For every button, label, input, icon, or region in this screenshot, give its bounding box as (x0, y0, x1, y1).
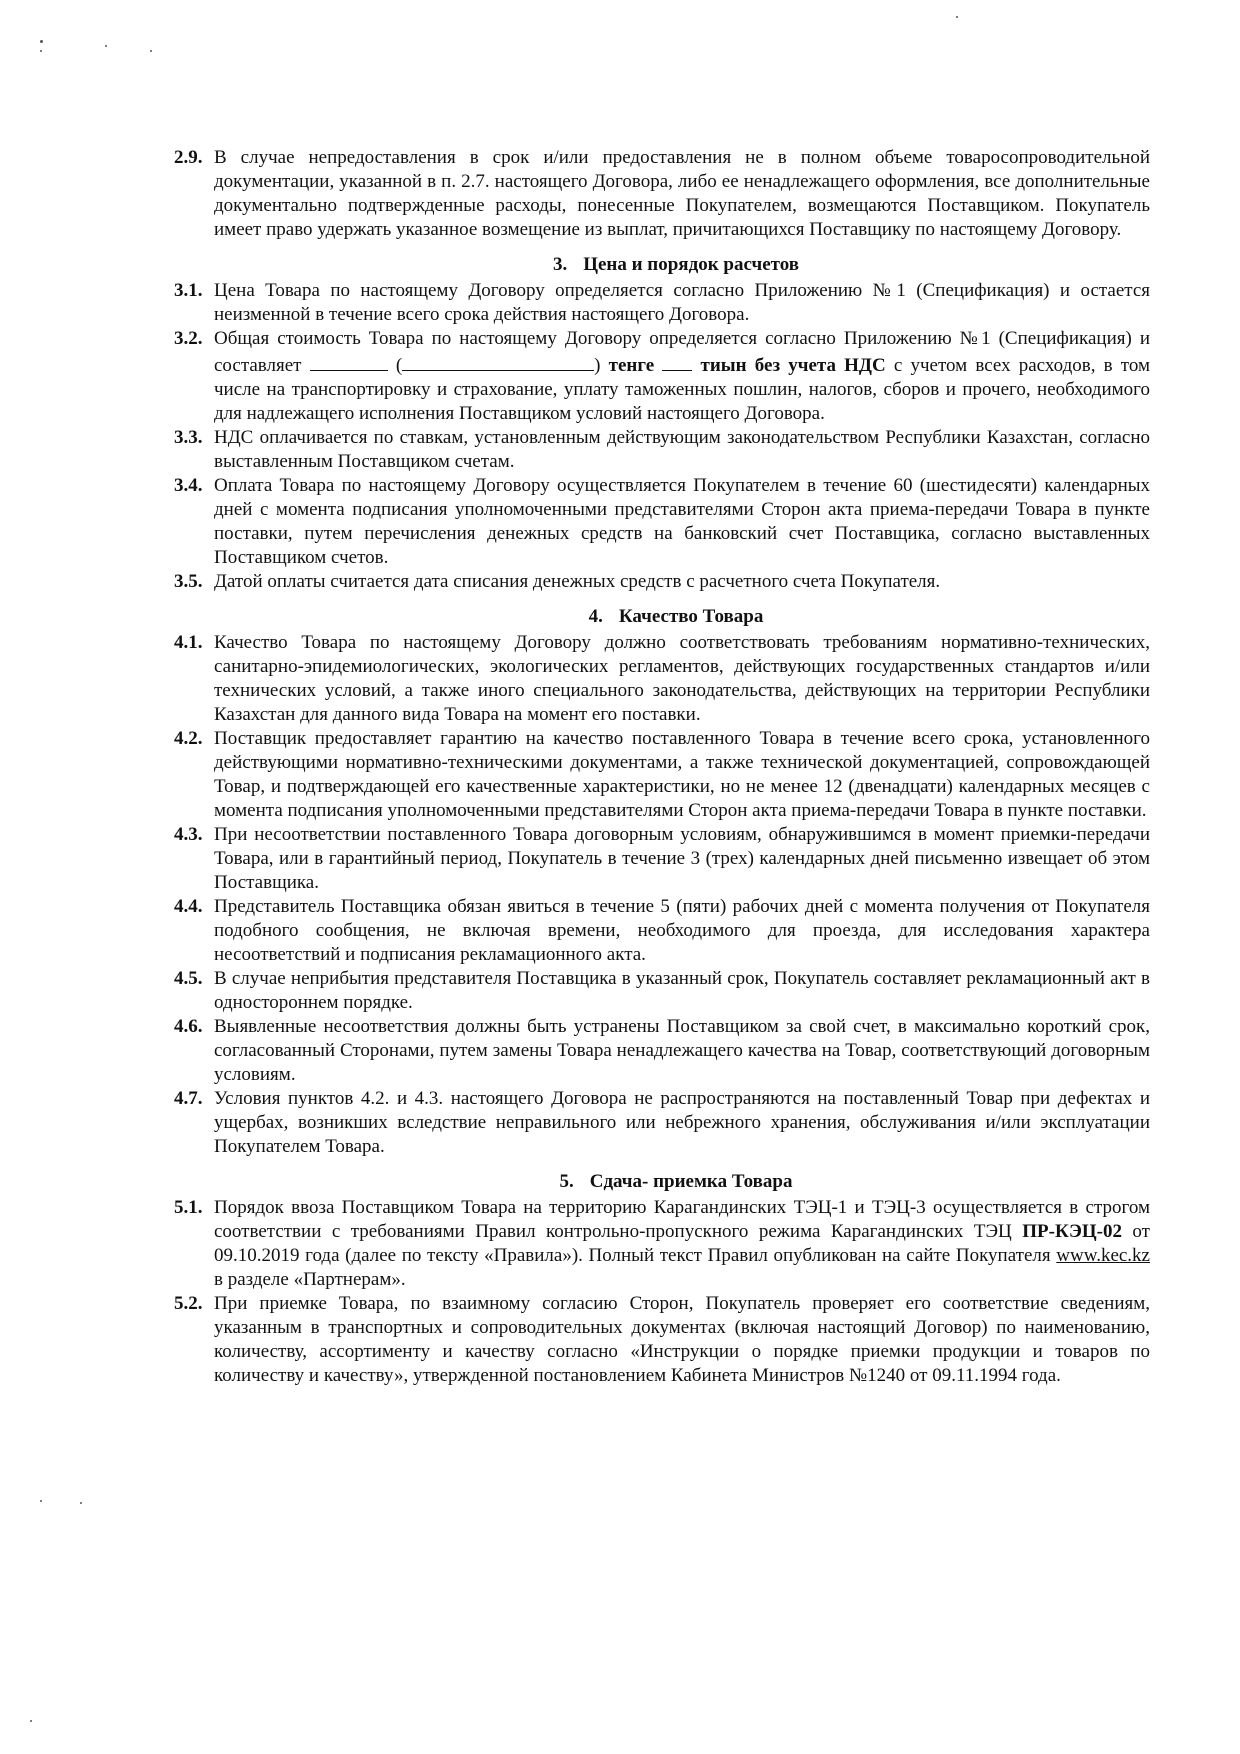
section-title: Качество Товара (618, 606, 764, 627)
clause-number: 4.6. (174, 1016, 203, 1037)
clause-text: Представитель Поставщика обязан явиться в течение 5 (пяти) рабочих дней с момента получения от Покупателя подобного сообщения, не включая времени, необходимого для проезда, для исследования характера несоответствий и подписания рекламационного акта. (214, 896, 1150, 965)
clause-text-part: в разделе «Партнерам». (214, 1269, 406, 1290)
clause-2-9 (174, 146, 1150, 242)
clause-text: НДС оплачивается по ставкам, установленным действующим законодательством Республики Казахстан, согласно выставленным Поставщиком счетам. (214, 427, 1150, 472)
scan-speck (30, 1720, 32, 1722)
clause-4-4 (174, 895, 1150, 967)
clause-text (214, 1196, 1150, 1292)
clause-number: 3.5. (174, 571, 203, 592)
clause-text: При приемке Товара, по взаимному согласию Сторон, Покупатель проверяет его соответствие сведениям, указанным в транспортных и сопроводительных документах (включая настоящий Договор) по наименованию, количеству, ассортименту и качеству согласно «Инструкции о порядке приемки продукции и товаров по количеству и качеству», утвержденной постановлением Кабинета Министров №1240 от 09.11.1994 года. (214, 1293, 1150, 1386)
section-title: Сдача- приемка Товара (589, 1171, 793, 1192)
section-heading-4 (174, 605, 1150, 629)
clause-number: 4.2. (174, 728, 203, 749)
section-heading-5 (174, 1170, 1150, 1194)
clause-number: 4.3. (174, 824, 203, 845)
section-title: Цена и порядок расчетов (583, 254, 800, 275)
clause-4-2 (174, 727, 1150, 823)
scan-speck (956, 16, 958, 18)
scan-speck (40, 50, 42, 52)
clause-number: 5.2. (174, 1293, 203, 1314)
clause-number: 5.1. (174, 1197, 203, 1218)
clause-3-5 (174, 570, 1150, 594)
clause-text: Качество Товара по настоящему Договору должно соответствовать требованиям нормативно-технических, санитарно-эпидемиологических, экологических регламентов, действующих государственных стандартов и/или технических условий, а также иного специального законодательства, действующих на территории Республики Казахстан для данного вида Товара на момент его поставки. (214, 632, 1150, 725)
section-heading-3 (174, 253, 1150, 277)
clause-text-part: от 09.10.2019 года (далее по тексту «Правила»). Полный текст Правил опубликован на сайте Покупателя (214, 1221, 1150, 1266)
paren-close: ) (594, 355, 609, 376)
clause-text: Условия пунктов 4.2. и 4.3. настоящего Договора не распространяются на поставленный Товар при дефектах и ущербах, возникших вследствие неправильного или небрежного хранения, обслуживания и/или эксплуатации Покупателем Товара. (214, 1088, 1150, 1157)
clause-number: 4.7. (174, 1088, 203, 1109)
section-number: 3. (552, 254, 568, 275)
clause-3-4 (174, 474, 1150, 570)
vat-note: тиын без учета НДС (700, 355, 886, 376)
scan-speck (150, 50, 152, 52)
rules-code: ПР-КЭЦ-02 (1022, 1221, 1122, 1242)
clause-4-6 (174, 1015, 1150, 1087)
clause-text: Поставщик предоставляет гарантию на качество поставленного Товара в течение всего срока, установленного действующими нормативно-техническими документами, а также технической документацией, сопровождающей Товар, и подтверждающей его качественные характеристики, но не менее 12 (двенадцати) календарных месяцев с момента подписания уполномоченными представителями Сторон акта приема-передачи Товара в пункте поставки. (214, 728, 1150, 821)
clause-number: 4.1. (174, 632, 203, 653)
clause-text: Датой оплаты считается дата списания денежных средств с расчетного счета Покупателя. (214, 571, 941, 592)
clause-4-5 (174, 967, 1150, 1015)
clause-3-3 (174, 426, 1150, 474)
clause-text: Оплата Товара по настоящему Договору осуществляется Покупателем в течение 60 (шестидесяти) календарных дней с момента подписания уполномоченными представителями Сторон акта приема-передачи Товара в пункте поставки, путем перечисления денежных средств на банковский счет Поставщика, согласно выставленных Поставщиком счетов. (214, 475, 1150, 568)
clause-text-part: Порядок ввоза Поставщиком Товара на территорию Карагандинских ТЭЦ-1 и ТЭЦ-3 осуществляется в строгом соответствии с требованиями Правил контрольно-пропускного режима Карагандинских ТЭЦ (214, 1197, 1150, 1242)
scan-speck (80, 1502, 82, 1504)
paren-open: ( (387, 355, 403, 376)
clause-number: 4.5. (174, 968, 203, 989)
clause-5-2 (174, 1292, 1150, 1388)
website-link[interactable]: www.kec.kz (1056, 1245, 1150, 1266)
section-number: 4. (588, 606, 603, 627)
amount-blank (310, 351, 388, 371)
clause-text-part: с учетом всех расходов, в том числе на транспортировку и страхование, уплату таможенных пошлин, налогов, сборов и прочего, необходимого для надлежащего исполнения Поставщиком условий настоящего Договора. (214, 355, 1150, 424)
clause-number: 3.3. (174, 427, 203, 448)
section-number: 5. (559, 1171, 574, 1192)
amount-words-blank (402, 351, 594, 371)
scan-speck (105, 45, 107, 47)
clause-number: 2.9. (174, 147, 203, 168)
clause-4-3 (174, 823, 1150, 895)
clause-3-2 (174, 327, 1150, 426)
clause-text: Цена Товара по настоящему Договору определяется согласно Приложению №1 (Спецификация) и остается неизменной в течение всего срока действия настоящего Договора. (214, 280, 1150, 325)
clause-number: 3.4. (174, 475, 203, 496)
contract-page (174, 146, 1150, 1388)
clause-text-part: Общая стоимость Товара по настоящему Договору определяется согласно Приложению №1 (Спецификация) и составляет (214, 328, 1150, 376)
clause-text: При несоответствии поставленного Товара договорным условиям, обнаружившимся в момент приемки-передачи Товара, или в гарантийный период, Покупатель в течение 3 (трех) календарных дней письменно извещает об этом Поставщика. (214, 824, 1150, 893)
clause-5-1 (174, 1196, 1150, 1292)
clause-4-7 (174, 1087, 1150, 1159)
clause-3-1 (174, 279, 1150, 327)
clause-number: 3.2. (174, 328, 203, 349)
clause-text: Выявленные несоответствия должны быть устранены Поставщиком за свой счет, в максимально короткий срок, согласованный Сторонами, путем замены Товара ненадлежащего качества на Товар, соответствующий договорным условиям. (214, 1016, 1150, 1085)
clause-4-1 (174, 631, 1150, 727)
clause-number: 3.1. (174, 280, 203, 301)
clause-text: В случае неприбытия представителя Поставщика в указанный срок, Покупатель составляет рекламационный акт в одностороннем порядке. (214, 968, 1150, 1013)
clause-number: 4.4. (174, 896, 203, 917)
scan-speck (40, 40, 43, 43)
scan-speck (40, 1500, 42, 1502)
clause-text: В случае непредоставления в срок и/или предоставления не в полном объеме товаросопроводительной документации, указанной в п. 2.7. настоящего Договора, либо ее ненадлежащего оформления, все дополнительные документально подтвержденные расходы, понесенные Покупателем, возмещаются Поставщиком. Покупатель имеет право удержать указанное возмещение из выплат, причитающихся Поставщику по настоящему Договору. (214, 147, 1150, 240)
tiyn-blank (662, 351, 692, 371)
currency-tenge: тенге (608, 355, 655, 376)
clause-text (214, 327, 1150, 426)
